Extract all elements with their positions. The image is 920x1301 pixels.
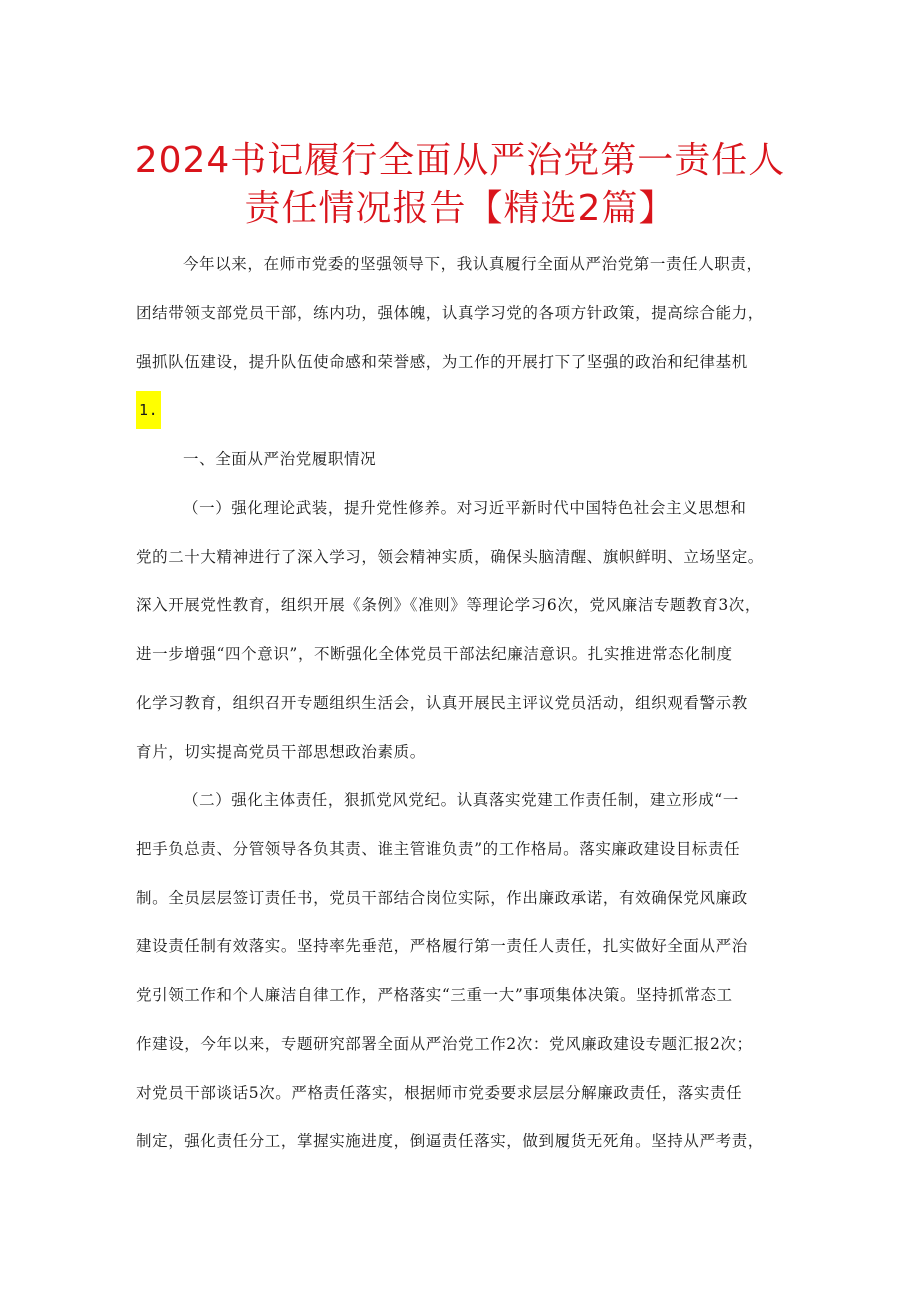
paragraph-line: 深入开展党性教育，组织开展《条例》《准则》等理论学习6次，党风廉洁专题教育3次， bbox=[136, 596, 761, 614]
paragraph-line: 团结带领支部党员干部，练内功，强体魄，认真学习党的各项方针政策，提高综合能力， bbox=[136, 304, 764, 322]
document-title-line-2: 责任情况报告【精选2篇】 bbox=[244, 188, 676, 229]
highlighted-text bbox=[136, 399, 161, 421]
paragraph-line: 建设责任制有效落实。坚持率先垂范，严格履行第一责任人责任，扎实做好全面从严治 bbox=[136, 937, 748, 955]
paragraph-line: 党引领工作和个人廉洁自律工作，严格落实“三重一大”事项集体决策。坚持抓常态工 bbox=[136, 986, 733, 1004]
paragraph-line: 今年以来，在师市党委的坚强领导下，我认真履行全面从严治党第一责任人职责， bbox=[183, 255, 763, 273]
paragraph-line: 制定，强化责任分工，掌握实施进度，倒逼责任落实，做到履货无死角。坚持从严考责， bbox=[136, 1132, 764, 1150]
paragraph-line: （一）强化理论武装，提升党性修养。对习近平新时代中国特色社会主义思想和 bbox=[183, 499, 747, 517]
document-title-line-1: 2024书记履行全面从严治党第一责任人 bbox=[134, 140, 786, 181]
paragraph-line: 育片，切实提高党员干部思想政治素质。 bbox=[136, 743, 426, 761]
highlight-mark: 1. bbox=[136, 391, 161, 429]
paragraph-line: （二）强化主体责任，狠抓党风党纪。认真落实党建工作责任制，建立形成“一 bbox=[183, 791, 739, 809]
paragraph-line: 党的二十大精神进行了深入学习，领会精神实质，确保头脑清醒、旗帜鲜明、立场坚定。 bbox=[136, 548, 764, 566]
paragraph-line: 对党员干部谈话5次。严格责任落实，根据师市党委要求层层分解廉政责任，落实责任 bbox=[136, 1084, 743, 1102]
paragraph-line: 作建设，今年以来，专题研究部署全面从严治党工作2次：党风廉政建设专题汇报2次； bbox=[136, 1035, 753, 1053]
paragraph-line: 化学习教育，组织召开专题组织生活会，认真开展民主评议党员活动，组织观看警示教 bbox=[136, 694, 748, 712]
paragraph-line: 强抓队伍建设，提升队伍使命感和荣誉感，为工作的开展打下了坚强的政治和纪律基机 bbox=[136, 353, 748, 371]
section-heading: 一、全面从严治党履职情况 bbox=[183, 450, 377, 468]
paragraph-line: 制。全员层层签订责任书，党员干部结合岗位实际，作出廉政承诺，有效确保党风廉政 bbox=[136, 889, 748, 907]
paragraph-line: 把手负总责、分管领导各负其责、谁主管谁负责”的工作格局。落实廉政建设目标责任 bbox=[136, 840, 741, 858]
paragraph-line: 进一步增强“四个意识”，不断强化全体党员干部法纪廉洁意识。扎实推进常态化制度 bbox=[136, 645, 733, 663]
